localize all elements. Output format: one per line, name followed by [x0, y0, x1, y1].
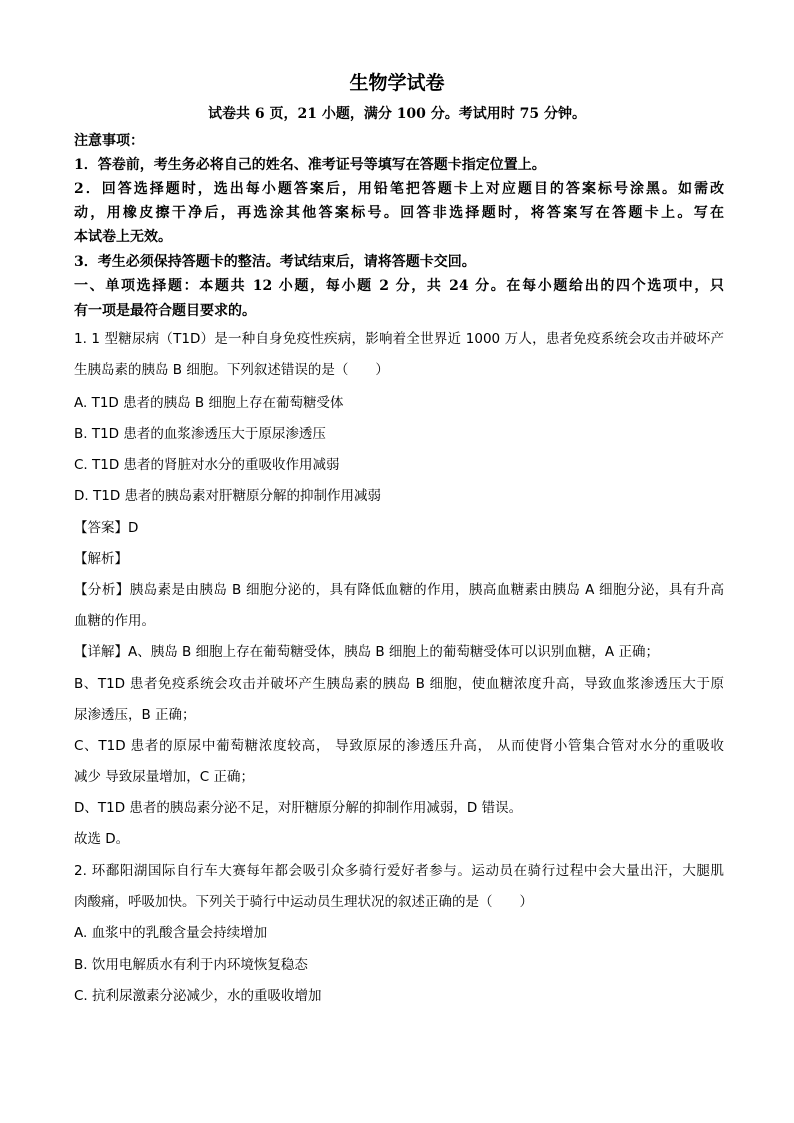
q1-detail-line-6: D、T1D 患者的胰岛素分泌不足，对肝糖原分解的抑制作用减弱，D 错误。	[74, 800, 523, 816]
q1-detail-line-3: 尿渗透压，B 正确；	[74, 707, 196, 723]
q2-option-b: B. 饮用电解质水有利于内环境恢复稳态	[74, 957, 308, 973]
section-heading-line-1: 一、单项选择题：本题共 12 小题，每小题 2 分，共 24 分。在每小题给出的四个选项中，只	[74, 278, 724, 294]
exam-info: 试卷共 6 页，21 小题，满分 100 分。考试用时 75 分钟。	[207, 106, 587, 122]
q1-detail-line-4: C、T1D 患者的原尿中葡萄糖浓度较高， 导致原尿的渗透压升高， 从而使肾小管集合管对水分的重吸收	[74, 738, 724, 754]
q2-option-c: C. 抗利尿激素分泌减少，水的重吸收增加	[74, 988, 322, 1004]
q1-conclusion: 故选 D。	[74, 831, 130, 847]
q1-option-a: A. T1D 患者的胰岛 B 细胞上存在葡萄糖受体	[74, 395, 344, 411]
note-item-2-line-2: 动，用橡皮擦干净后，再选涂其他答案标号。回答非选择题时，将答案写在答题卡上。写在	[74, 205, 724, 221]
q2-stem-line-1: 2. 环鄱阳湖国际自行车大赛每年都会吸引众多骑行爱好者参与。运动员在骑行过程中会大量出汗，大腿肌	[74, 863, 724, 879]
note-item-2-line-1: 2．回答选择题时，选出每小题答案后，用铅笔把答题卡上对应题目的答案标号涂黑。如需改	[74, 181, 724, 197]
q1-stem-line-1: 1. 1 型糖尿病（T1D）是一种自身免疫性疾病，影响着全世界近 1000 万人，患者免疫系统会攻击并破坏产	[74, 331, 724, 347]
q2-option-a: A. 血浆中的乳酸含量会持续增加	[74, 925, 268, 941]
page-title: 生物学试卷	[349, 72, 445, 94]
section-heading-line-2: 有一项是最符合题目要求的。	[74, 303, 256, 319]
q1-stem-line-2: 生胰岛素的胰岛 B 细胞。下列叙述错误的是（ ）	[74, 362, 389, 378]
notes-heading: 注意事项：	[74, 133, 144, 149]
q1-analysis-label: 【解析】	[74, 551, 128, 567]
q1-option-d: D. T1D 患者的胰岛素对肝糖原分解的抑制作用减弱	[74, 488, 381, 504]
q1-fenxi-line-2: 血糖的作用。	[74, 613, 155, 629]
note-item-2-line-3: 本试卷上无效。	[74, 229, 172, 245]
q1-detail-line-2: B、T1D 患者免疫系统会攻击并破坏产生胰岛素的胰岛 B 细胞，使血糖浓度升高，导致血浆渗透压大于原	[74, 676, 724, 692]
q1-detail-line-5: 减少 导致尿量增加，C 正确；	[74, 769, 255, 785]
q2-stem-line-2: 肉酸痛，呼吸加快。下列关于骑行中运动员生理状况的叙述正确的是（ ）	[74, 894, 533, 910]
q1-fenxi-line-1: 【分析】胰岛素是由胰岛 B 细胞分泌的，具有降低血糖的作用，胰高血糖素由胰岛 A 细胞分泌，具有升高	[74, 582, 724, 598]
note-item-3: 3．考生必须保持答题卡的整洁。考试结束后，请将答题卡交回。	[74, 254, 476, 270]
q1-answer: 【答案】D	[74, 520, 139, 536]
q1-detail-line-1: 【详解】A、胰岛 B 细胞上存在葡萄糖受体，胰岛 B 细胞上的葡萄糖受体可以识别血糖，A 正确；	[74, 644, 659, 660]
q1-option-b: B. T1D 患者的血浆渗透压大于原尿渗透压	[74, 426, 326, 442]
q1-option-c: C. T1D 患者的肾脏对水分的重吸收作用减弱	[74, 457, 340, 473]
note-item-1: 1．答卷前，考生务必将自己的姓名、准考证号等填写在答题卡指定位置上。	[74, 157, 546, 173]
